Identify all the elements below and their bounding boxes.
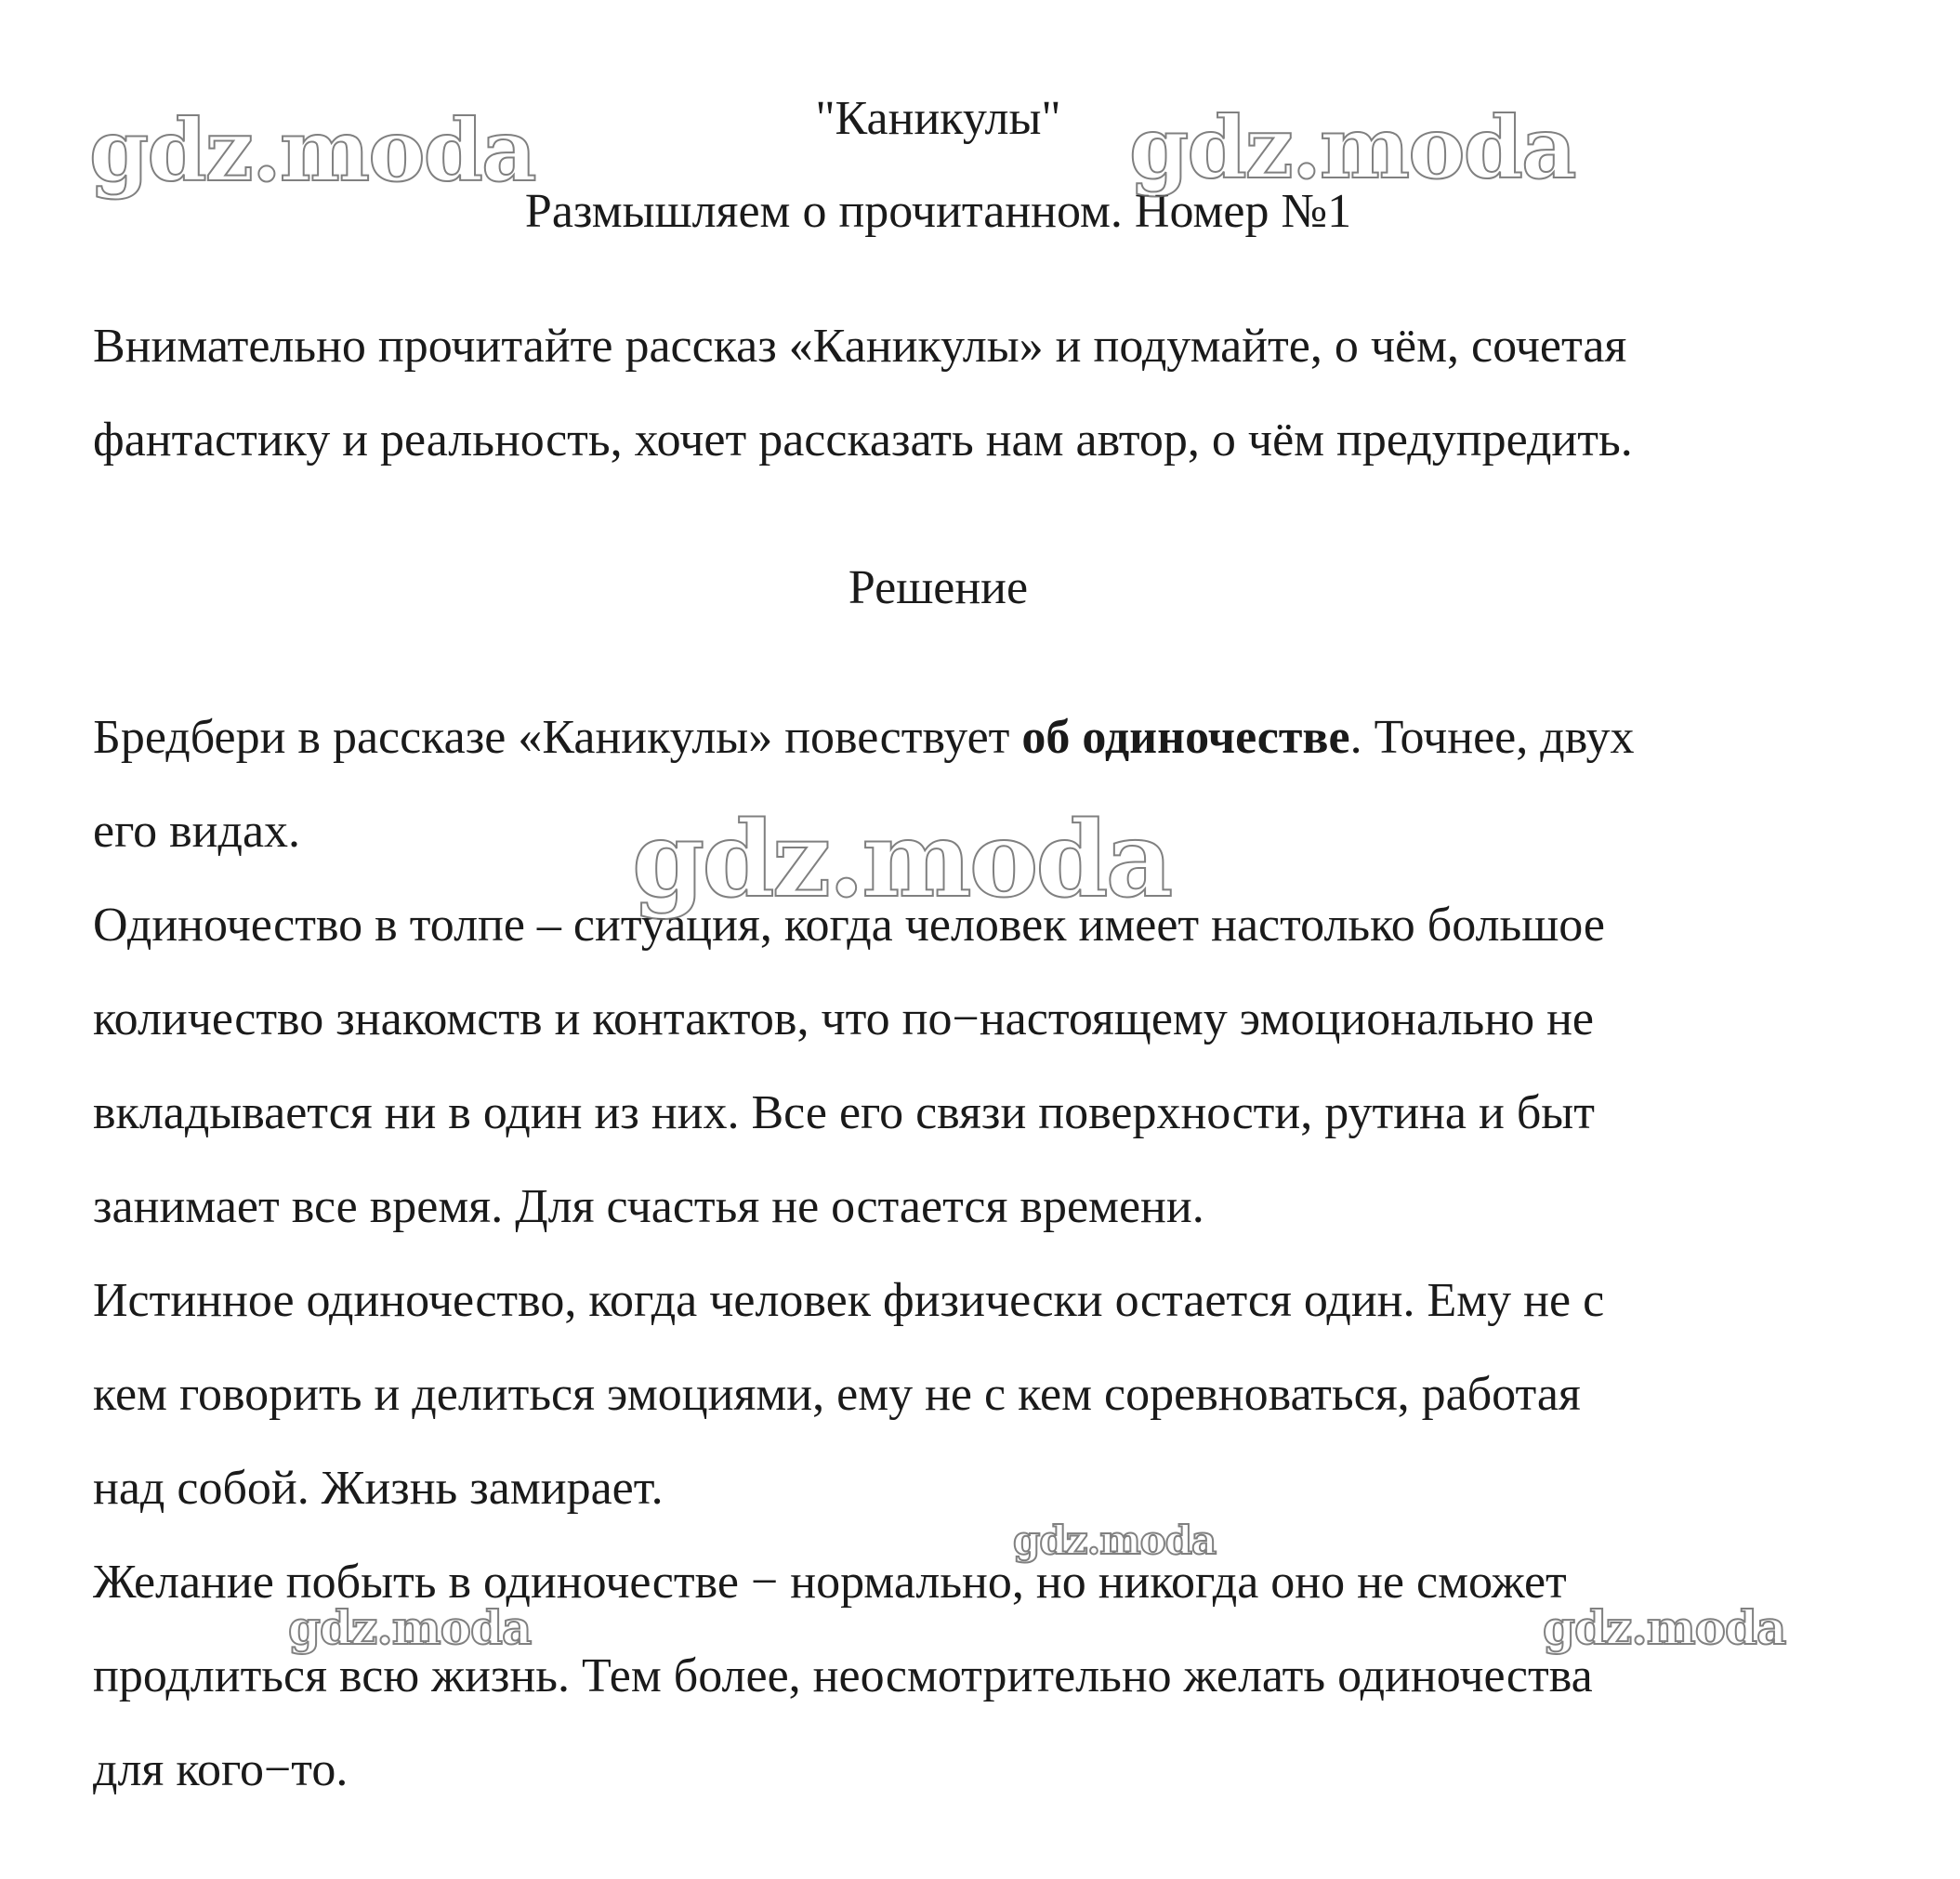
task-line: Внимательно прочитайте рассказ «Каникулы» и подумайте, о чём, сочетая — [93, 320, 1627, 373]
solution-line: его видах. — [93, 805, 301, 858]
solution-line: занимает все время. Для счастья не остается времени. — [93, 1180, 1204, 1233]
task-text — [93, 299, 1905, 487]
watermark-logo: gdz.moda — [288, 1600, 532, 1655]
solution-first-prefix: Бредбери в рассказе «Каникулы» повествует — [93, 711, 1022, 764]
solution-line: кем говорить и делиться эмоциями, ему не с кем соревноваться, работая — [93, 1368, 1581, 1421]
solution-line: Желание побыть в одиночестве − нормально, но никогда оно не сможет — [93, 1556, 1567, 1609]
document-subtitle: Размышляем о прочитанном. Номер №1 — [524, 185, 1352, 238]
solution-line: над собой. Жизнь замирает. — [93, 1462, 664, 1515]
task-line: фантастику и реальность, хочет рассказать нам автор, о чём предупредить. — [93, 414, 1633, 466]
watermark-logo: gdz.moda — [632, 799, 1171, 921]
solution-line: Истинное одиночество, когда человек физически остается один. Ему не с — [93, 1274, 1605, 1327]
watermark-logo: gdz.moda — [1129, 98, 1575, 198]
watermark-logo: gdz.moda — [1013, 1518, 1217, 1563]
solution-first-suffix: . Точнее, двух — [1349, 711, 1635, 764]
solution-line: для кого−то. — [93, 1743, 349, 1796]
solution-first-line — [93, 690, 1905, 784]
solution-line: количество знакомств и контактов, что по−настоящему эмоционально не — [93, 992, 1594, 1045]
watermark-logo: gdz.moda — [89, 100, 535, 201]
solution-line: Одиночество в толпе – ситуация, когда человек имеет настолько большое — [93, 899, 1605, 952]
document-title: "Каникулы" — [815, 92, 1061, 145]
watermark-logo: gdz.moda — [1543, 1600, 1786, 1655]
solution-emphasis: об одиночестве — [1021, 711, 1350, 764]
solution-heading: Решение — [848, 561, 1029, 614]
solution-line: продлиться всю жизнь. Тем более, неосмотрительно желать одиночества — [93, 1649, 1593, 1702]
solution-line: вкладывается ни в один из них. Все его связи поверхности, рутина и быт — [93, 1086, 1595, 1139]
